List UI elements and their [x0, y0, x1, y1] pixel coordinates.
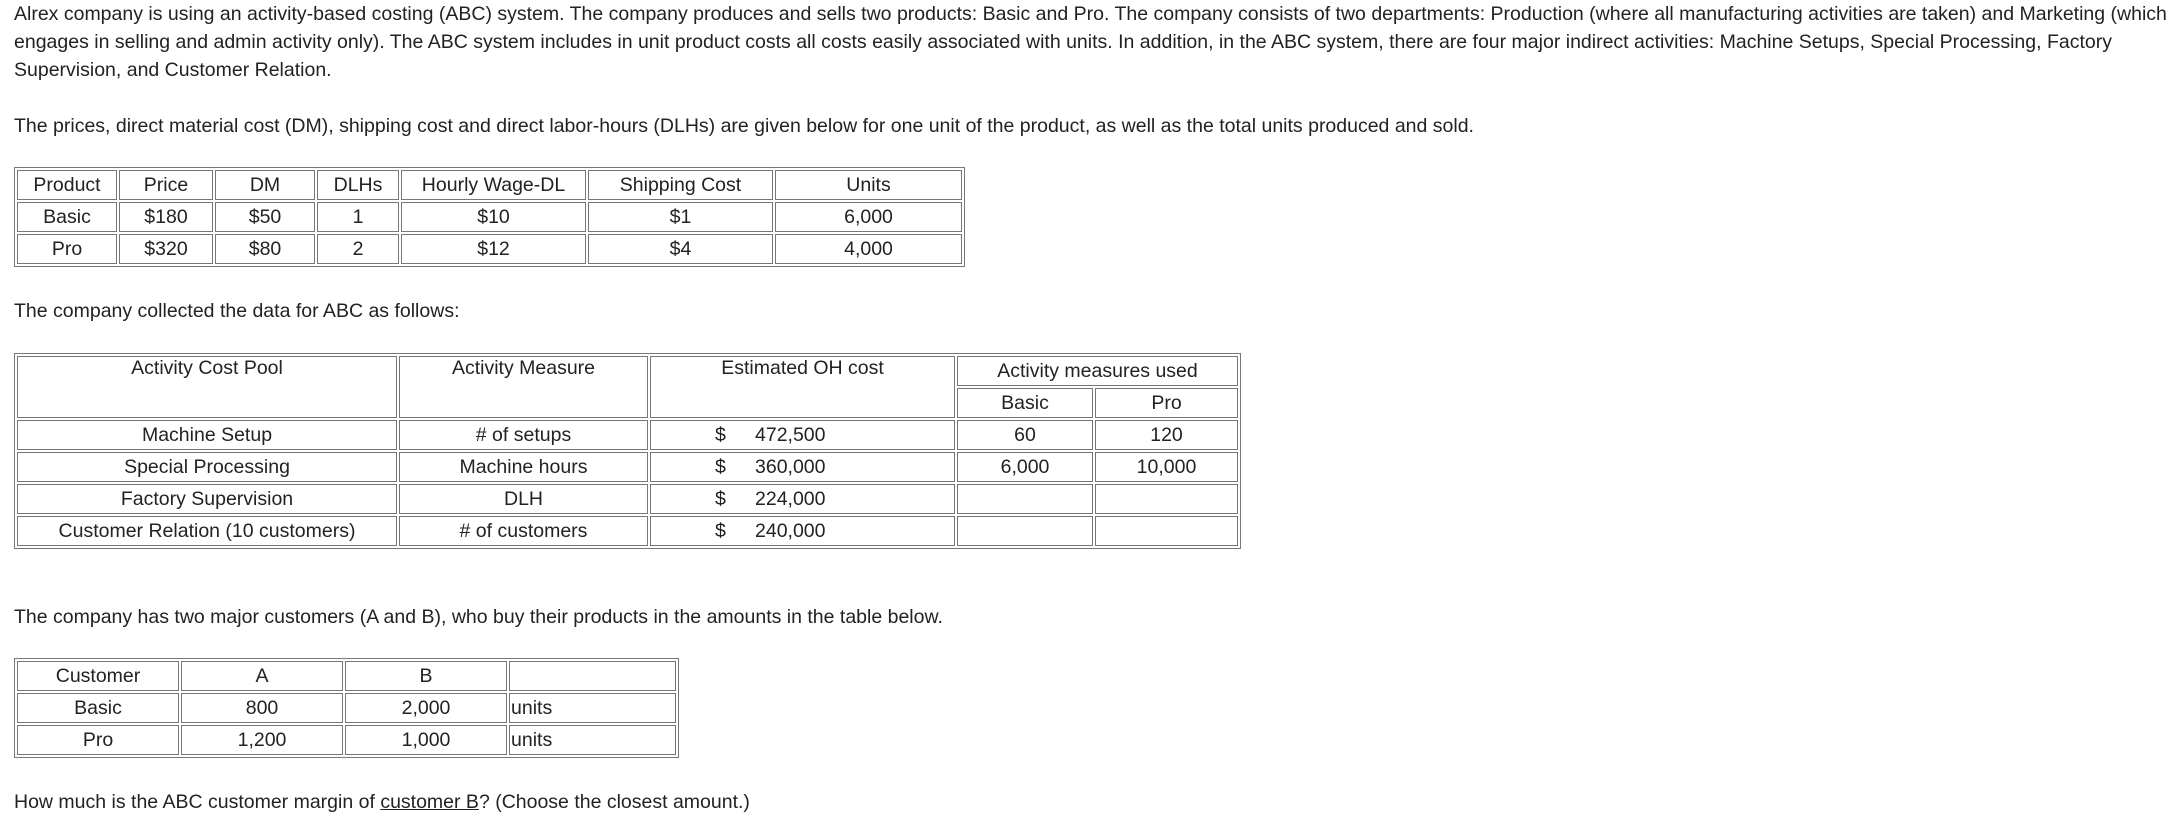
oh-value: 472,500 [755, 423, 826, 446]
header-cell: Product [17, 170, 117, 200]
table-row [17, 516, 1238, 546]
table-cell: # of setups [399, 420, 648, 450]
question-text [14, 788, 750, 816]
table-header-row [17, 170, 962, 200]
header-cell: Activity measures used [957, 356, 1238, 386]
table-cell [650, 420, 955, 450]
customer-table [14, 658, 679, 758]
header-cell: DLHs [317, 170, 399, 200]
table-cell [1095, 484, 1238, 514]
table-cell: 4,000 [775, 234, 962, 264]
header-cell: Shipping Cost [588, 170, 773, 200]
customers-intro: The company has two major customers (A and B), who buy their products in the amounts in the table below. [14, 606, 943, 628]
header-cell: Units [775, 170, 962, 200]
table-header-row [17, 356, 1238, 386]
question-underlined: customer B [380, 791, 479, 813]
table-cell: Pro [17, 725, 179, 755]
header-cell: Hourly Wage-DL [401, 170, 586, 200]
header-cell: Price [119, 170, 213, 200]
table-cell: $80 [215, 234, 315, 264]
table-cell: $4 [588, 234, 773, 264]
table-cell: DLH [399, 484, 648, 514]
oh-value: 360,000 [755, 455, 826, 478]
table-row [17, 420, 1238, 450]
table-cell: Special Processing [17, 452, 397, 482]
header-cell [509, 661, 676, 691]
table-row [17, 725, 676, 755]
table-cell: 120 [1095, 420, 1238, 450]
table-row [17, 693, 676, 723]
table-cell: $320 [119, 234, 213, 264]
table-cell: units [509, 693, 676, 723]
abc-table [14, 353, 1241, 549]
table-cell: $10 [401, 202, 586, 232]
oh-value: 240,000 [755, 519, 826, 542]
table-cell: 2 [317, 234, 399, 264]
table-cell: $180 [119, 202, 213, 232]
prices-intro: The prices, direct material cost (DM), shipping cost and direct labor-hours (DLHs) are given below for one unit of the product, as well as the total units produced and sold. [14, 115, 1474, 137]
table-cell [1095, 516, 1238, 546]
table-cell: 2,000 [345, 693, 507, 723]
table-cell: Machine Setup [17, 420, 397, 450]
header-cell: A [181, 661, 343, 691]
table-cell: 6,000 [957, 452, 1093, 482]
table-cell [650, 516, 955, 546]
table-cell: Machine hours [399, 452, 648, 482]
table-header-row [17, 661, 676, 691]
table-row [17, 484, 1238, 514]
table-cell: 1 [317, 202, 399, 232]
question-prefix: How much is the ABC customer margin of [14, 791, 381, 813]
table-cell: 800 [181, 693, 343, 723]
header-cell: Pro [1095, 388, 1238, 418]
table-cell [957, 516, 1093, 546]
table-cell [650, 484, 955, 514]
currency-symbol: $ [715, 519, 726, 542]
table-cell: 10,000 [1095, 452, 1238, 482]
table-cell: Basic [17, 693, 179, 723]
currency-symbol: $ [715, 487, 726, 510]
table-cell: Basic [17, 202, 117, 232]
table-cell: 60 [957, 420, 1093, 450]
intro-paragraph: Alrex company is using an activity-based costing (ABC) system. The company produces and sells two products: Basic and Pro. The company consists of two departments: Production (where all manufacturing activities are taken) and Marketing (which engages in selling and admin activity only). The ABC system includes in unit product costs all costs easily associated with units. In addition, in the ABC system, there are four major indirect activities: Machine Setups, Special Processing, Factory Supervision, and Customer Relation. [14, 3, 2167, 81]
product-table [14, 167, 965, 267]
table-cell: $50 [215, 202, 315, 232]
oh-value: 224,000 [755, 487, 826, 510]
table-row [17, 202, 962, 232]
table-cell: 1,200 [181, 725, 343, 755]
header-cell: B [345, 661, 507, 691]
table-cell: Pro [17, 234, 117, 264]
header-cell: Basic [957, 388, 1093, 418]
header-cell: Customer [17, 661, 179, 691]
currency-symbol: $ [715, 455, 726, 478]
abc-intro: The company collected the data for ABC as follows: [14, 300, 460, 322]
table-cell: 6,000 [775, 202, 962, 232]
table-cell: $12 [401, 234, 586, 264]
table-cell: Factory Supervision [17, 484, 397, 514]
table-cell [957, 484, 1093, 514]
table-cell: 1,000 [345, 725, 507, 755]
question-suffix: ? (Choose the closest amount.) [478, 791, 750, 813]
table-row [17, 452, 1238, 482]
table-row [17, 234, 962, 264]
table-cell: units [509, 725, 676, 755]
header-cell: DM [215, 170, 315, 200]
table-cell [650, 452, 955, 482]
table-cell: $1 [588, 202, 773, 232]
table-cell: Customer Relation (10 customers) [17, 516, 397, 546]
header-cell: Activity Cost Pool [17, 356, 397, 418]
currency-symbol: $ [715, 423, 726, 446]
header-cell: Estimated OH cost [650, 356, 955, 418]
table-cell: # of customers [399, 516, 648, 546]
header-cell: Activity Measure [399, 356, 648, 418]
